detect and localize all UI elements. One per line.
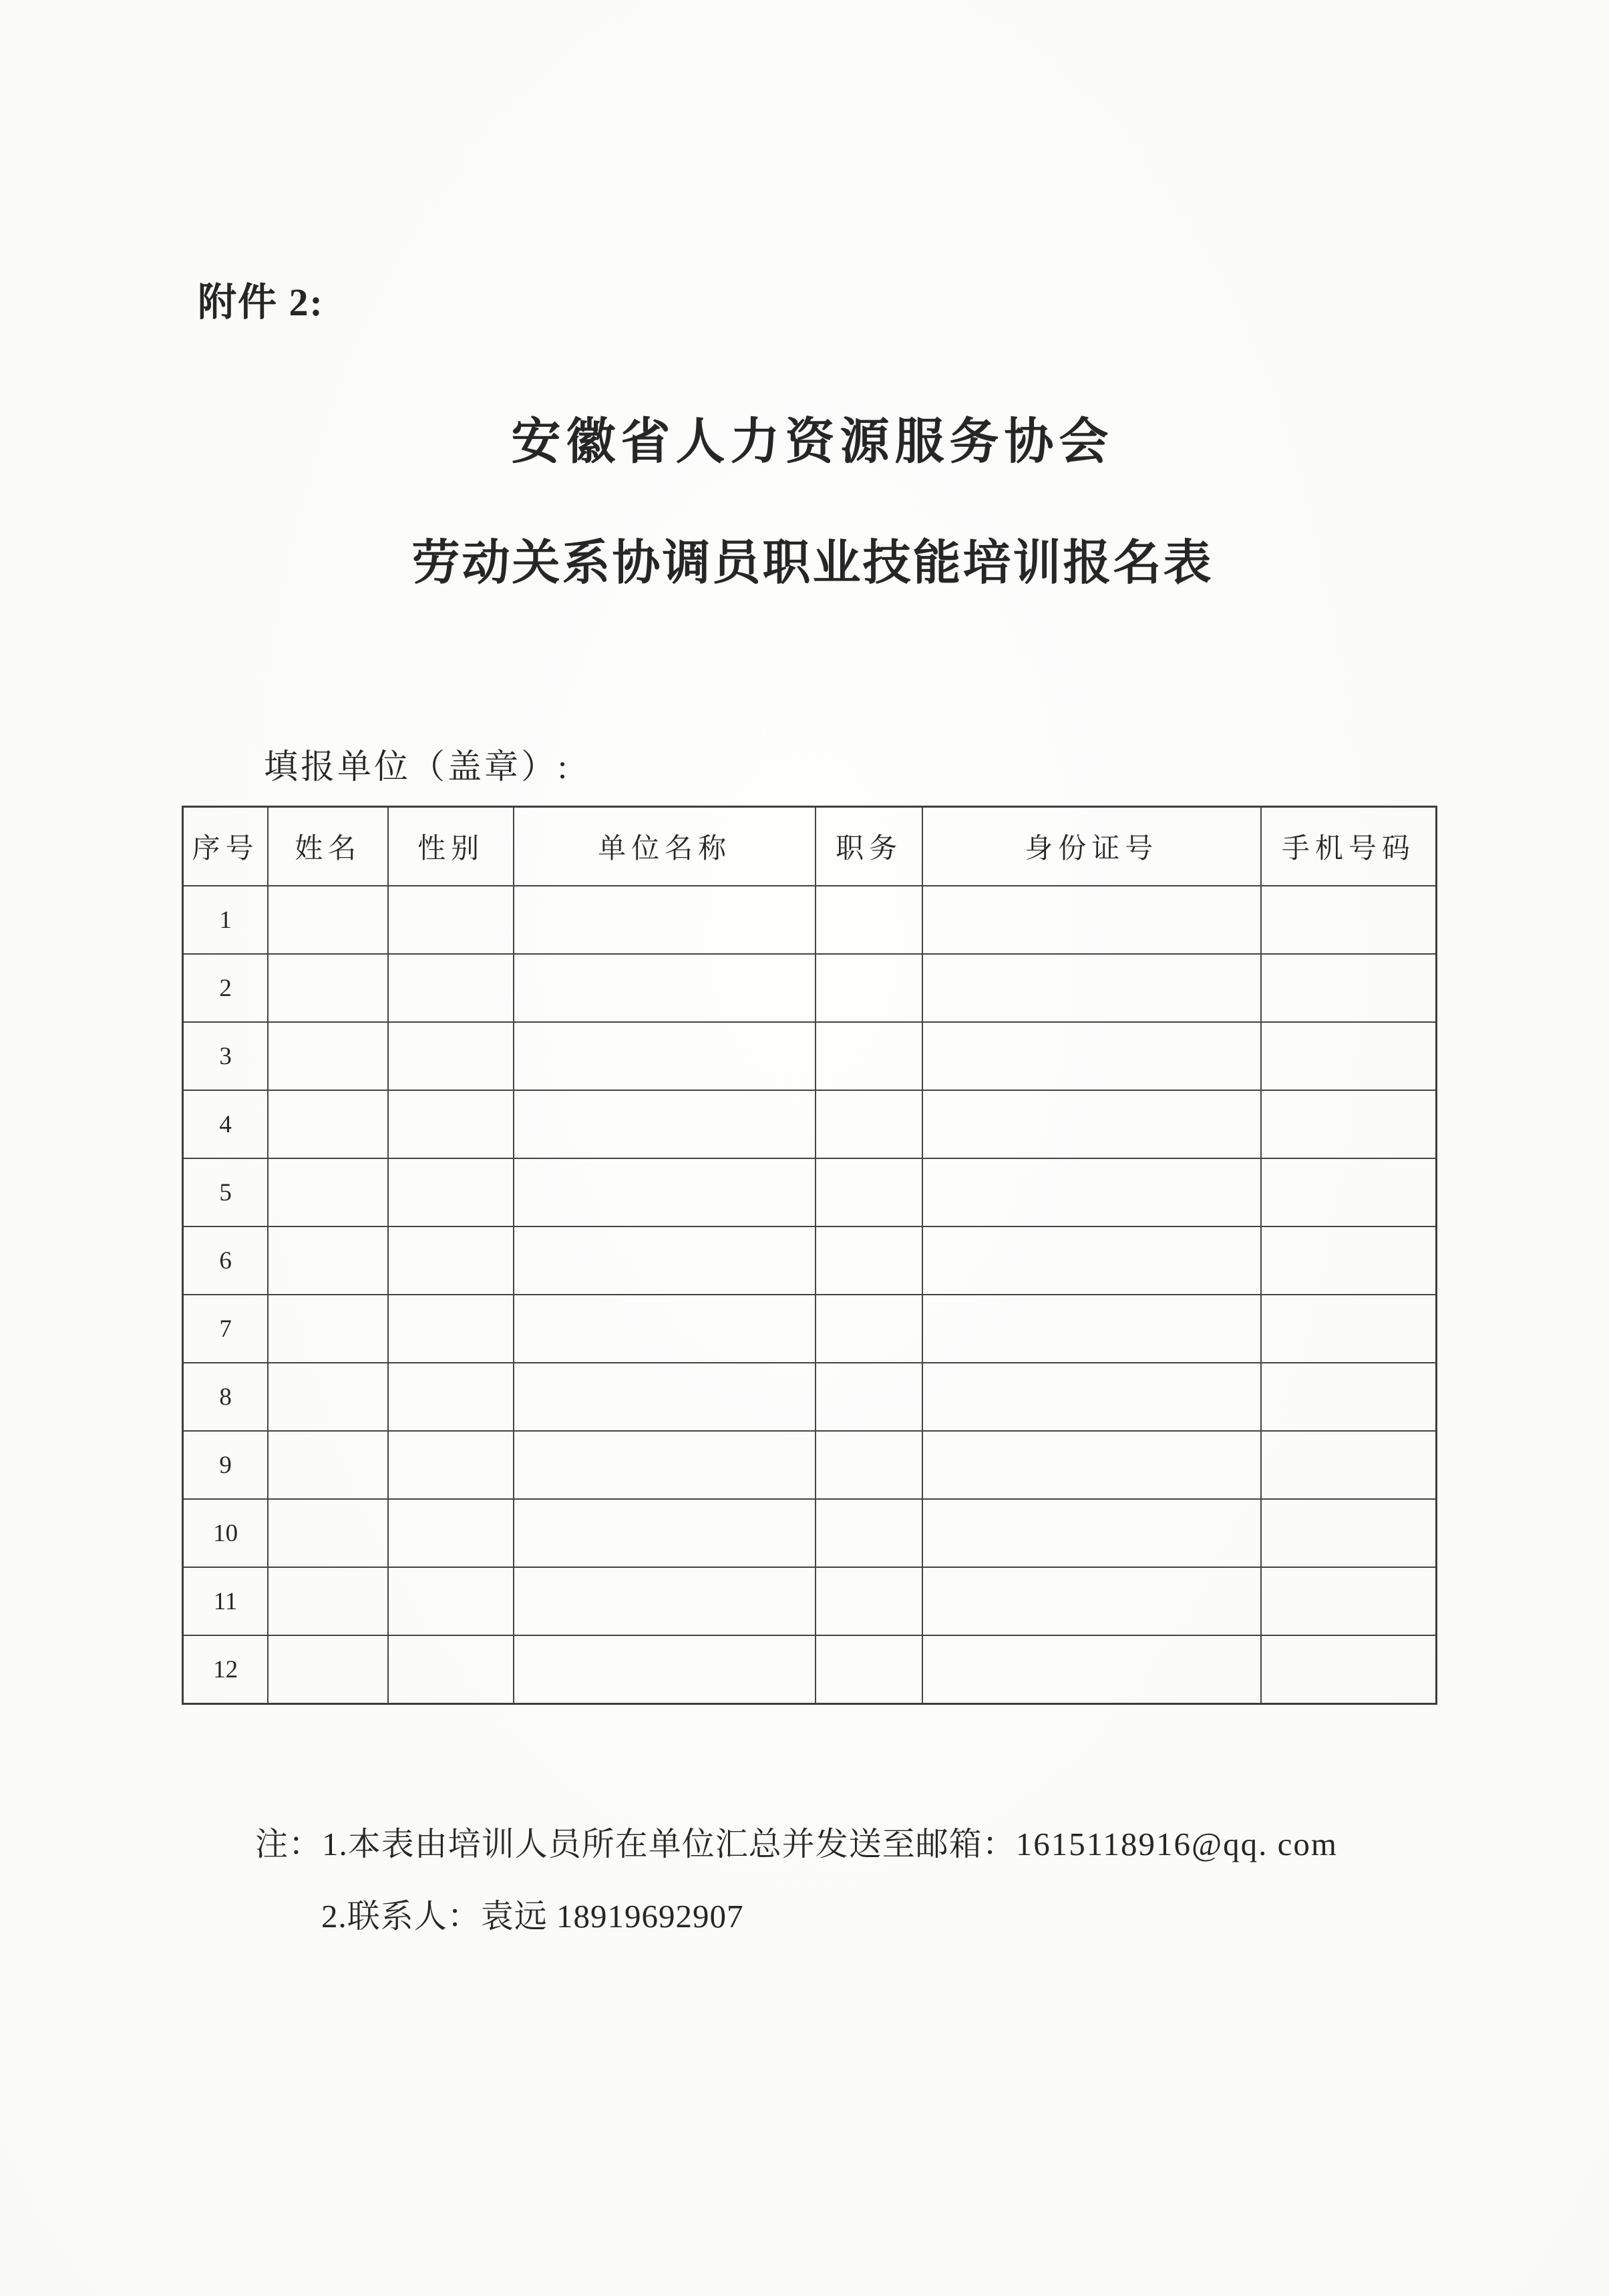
empty-cell xyxy=(388,1499,514,1567)
row-number: 9 xyxy=(183,1431,269,1499)
column-header-3: 单位名称 xyxy=(514,807,816,886)
empty-cell xyxy=(268,1567,388,1635)
empty-cell xyxy=(922,1022,1261,1090)
empty-cell xyxy=(268,954,388,1022)
empty-cell xyxy=(388,1090,514,1158)
row-number: 10 xyxy=(183,1499,269,1567)
empty-cell xyxy=(514,1022,816,1090)
table-row xyxy=(183,1295,1437,1363)
empty-cell xyxy=(268,1090,388,1158)
empty-cell xyxy=(1261,1567,1437,1635)
empty-cell xyxy=(922,886,1261,954)
empty-cell xyxy=(922,1431,1261,1499)
row-number: 1 xyxy=(183,886,269,954)
row-number: 7 xyxy=(183,1295,269,1363)
empty-cell xyxy=(816,1295,922,1363)
empty-cell xyxy=(816,954,922,1022)
row-number: 6 xyxy=(183,1226,269,1295)
empty-cell xyxy=(922,1363,1261,1431)
empty-cell xyxy=(1261,1022,1437,1090)
empty-cell xyxy=(514,954,816,1022)
fill-unit-seal-label: 填报单位（盖章）: xyxy=(264,749,570,786)
column-header-5: 身份证号 xyxy=(922,807,1261,886)
empty-cell xyxy=(816,1635,922,1704)
table-body xyxy=(183,886,1437,1704)
empty-cell xyxy=(1261,1090,1437,1158)
empty-cell xyxy=(388,1022,514,1090)
empty-cell xyxy=(388,1431,514,1499)
empty-cell xyxy=(816,1431,922,1499)
empty-cell xyxy=(514,1431,816,1499)
empty-cell xyxy=(922,1295,1261,1363)
empty-cell xyxy=(1261,886,1437,954)
empty-cell xyxy=(816,1567,922,1635)
empty-cell xyxy=(922,1567,1261,1635)
table-row xyxy=(183,1090,1437,1158)
empty-cell xyxy=(514,1635,816,1704)
empty-cell xyxy=(268,1295,388,1363)
row-number: 12 xyxy=(183,1635,269,1704)
row-number: 3 xyxy=(183,1022,269,1090)
table-row xyxy=(183,886,1437,954)
column-header-2: 性别 xyxy=(388,807,514,886)
row-number: 8 xyxy=(183,1363,269,1431)
empty-cell xyxy=(816,1158,922,1226)
empty-cell xyxy=(388,1295,514,1363)
table-row xyxy=(183,1158,1437,1226)
empty-cell xyxy=(1261,1158,1437,1226)
empty-cell xyxy=(1261,1226,1437,1295)
empty-cell xyxy=(514,1226,816,1295)
column-header-0: 序号 xyxy=(183,807,269,886)
empty-cell xyxy=(1261,1431,1437,1499)
empty-cell xyxy=(1261,1635,1437,1704)
table-row xyxy=(183,1635,1437,1704)
row-number: 11 xyxy=(183,1567,269,1635)
empty-cell xyxy=(514,1158,816,1226)
empty-cell xyxy=(268,1158,388,1226)
table-row xyxy=(183,954,1437,1022)
row-number: 4 xyxy=(183,1090,269,1158)
empty-cell xyxy=(268,1363,388,1431)
empty-cell xyxy=(388,1158,514,1226)
table-row xyxy=(183,1499,1437,1567)
column-header-1: 姓名 xyxy=(268,807,388,886)
empty-cell xyxy=(514,1499,816,1567)
note-email: 1615118916@qq. com xyxy=(1015,1826,1338,1862)
table-row xyxy=(183,1226,1437,1295)
empty-cell xyxy=(514,886,816,954)
empty-cell xyxy=(1261,1295,1437,1363)
column-header-4: 职务 xyxy=(816,807,922,886)
empty-cell xyxy=(1261,1363,1437,1431)
empty-cell xyxy=(514,1090,816,1158)
column-header-6: 手机号码 xyxy=(1261,807,1437,886)
note-line-2: 2.联系人：袁远 18919692907 xyxy=(321,1898,744,1935)
attachment-label: 附件 2: xyxy=(198,281,324,324)
note-line-1 xyxy=(255,1818,1338,1865)
empty-cell xyxy=(816,886,922,954)
empty-cell xyxy=(922,1158,1261,1226)
empty-cell xyxy=(268,1635,388,1704)
empty-cell xyxy=(388,954,514,1022)
empty-cell xyxy=(922,1499,1261,1567)
empty-cell xyxy=(514,1567,816,1635)
empty-cell xyxy=(816,1226,922,1295)
empty-cell xyxy=(388,1635,514,1704)
empty-cell xyxy=(388,1567,514,1635)
registration-table xyxy=(182,806,1437,1705)
row-number: 2 xyxy=(183,954,269,1022)
empty-cell xyxy=(388,886,514,954)
row-number: 5 xyxy=(183,1158,269,1226)
empty-cell xyxy=(922,1226,1261,1295)
empty-cell xyxy=(268,1226,388,1295)
table-row xyxy=(183,1431,1437,1499)
empty-cell xyxy=(922,954,1261,1022)
empty-cell xyxy=(514,1295,816,1363)
empty-cell xyxy=(1261,1499,1437,1567)
empty-cell xyxy=(268,1499,388,1567)
empty-cell xyxy=(816,1363,922,1431)
table-row xyxy=(183,1567,1437,1635)
empty-cell xyxy=(816,1022,922,1090)
empty-cell xyxy=(922,1635,1261,1704)
empty-cell xyxy=(816,1090,922,1158)
empty-cell xyxy=(268,1022,388,1090)
empty-cell xyxy=(388,1363,514,1431)
table-row xyxy=(183,1363,1437,1431)
table-row xyxy=(183,1022,1437,1090)
table-header-row xyxy=(183,807,1437,886)
note-line-1-text: 注：1.本表由培训人员所在单位汇总并发送至邮箱： xyxy=(255,1826,1016,1862)
empty-cell xyxy=(1261,954,1437,1022)
empty-cell xyxy=(922,1090,1261,1158)
empty-cell xyxy=(388,1226,514,1295)
document-title-line2: 劳动关系协调员职业技能培训报名表 xyxy=(411,536,1214,590)
empty-cell xyxy=(816,1499,922,1567)
empty-cell xyxy=(268,1431,388,1499)
document-title-line1: 安徽省人力资源服务协会 xyxy=(511,415,1114,470)
empty-cell xyxy=(514,1363,816,1431)
empty-cell xyxy=(268,886,388,954)
